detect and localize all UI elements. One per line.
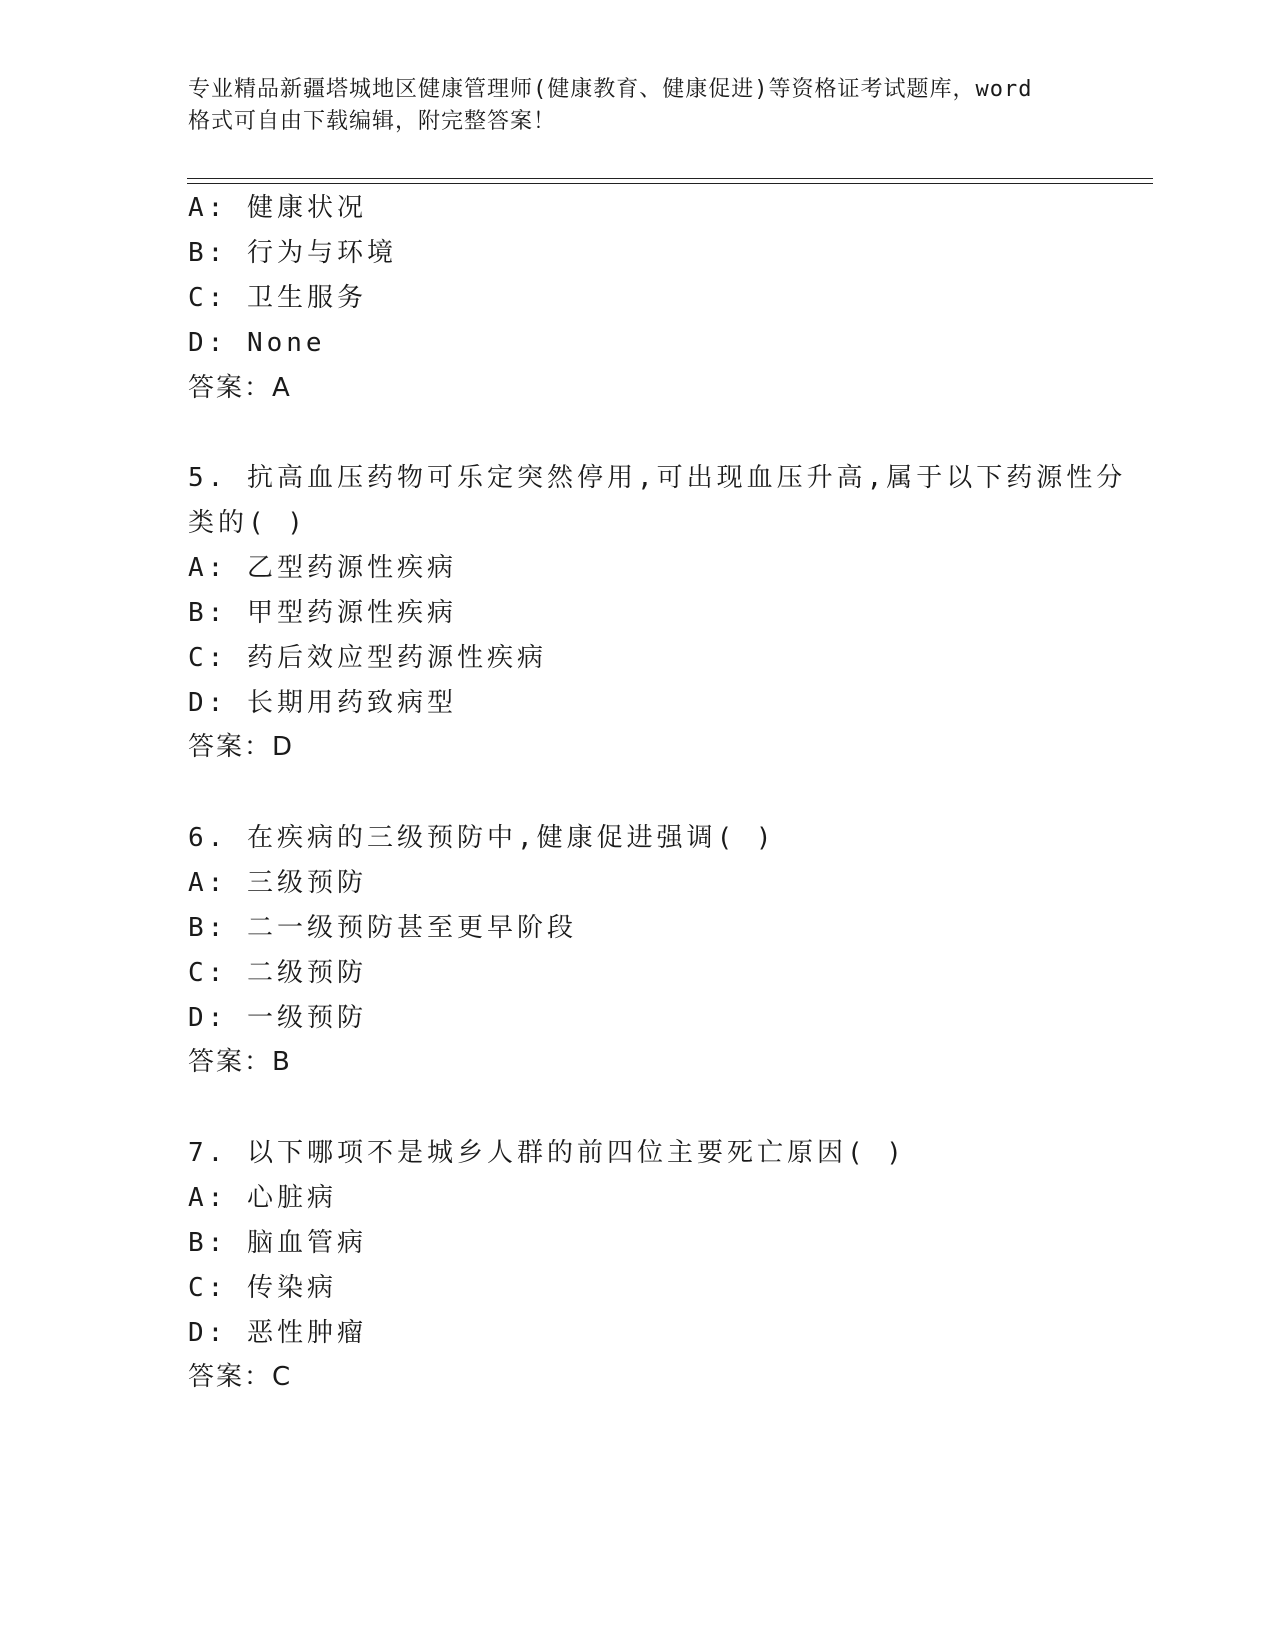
q4-option-d: D: None	[188, 328, 326, 358]
q4-option-a: A: 健康状况	[188, 193, 367, 223]
q5-stem-line-2: 类的( )	[188, 508, 307, 538]
q7-option-b: B: 脑血管病	[188, 1228, 367, 1258]
q7-option-a: A: 心脏病	[188, 1183, 337, 1213]
q6-option-a: A: 三级预防	[188, 868, 367, 898]
q6-option-c: C: 二级预防	[188, 958, 367, 988]
q4-answer: 答案：A	[188, 373, 292, 403]
q6-option-b: B: 二一级预防甚至更早阶段	[188, 913, 577, 943]
q5-answer: 答案：D	[188, 732, 295, 762]
q5-stem-line-1: 5. 抗高血压药物可乐定突然停用,可出现血压升高,属于以下药源性分	[188, 463, 1127, 493]
q5-option-b: B: 甲型药源性疾病	[188, 598, 457, 628]
q5-option-d: D: 长期用药致病型	[188, 688, 457, 718]
q7-answer: 答案：C	[188, 1362, 293, 1392]
q6-stem-line-1: 6. 在疾病的三级预防中,健康促进强调( )	[188, 823, 776, 853]
header-rule-bottom	[187, 183, 1153, 184]
document-header	[188, 74, 1088, 138]
q5-option-a: A: 乙型药源性疾病	[188, 553, 457, 583]
q4-option-b: B: 行为与环境	[188, 238, 397, 268]
q6-option-d: D: 一级预防	[188, 1003, 367, 1033]
q4-option-c: C: 卫生服务	[188, 283, 367, 313]
q7-option-c: C: 传染病	[188, 1273, 337, 1303]
q6-answer: 答案：B	[188, 1047, 292, 1077]
q7-option-d: D: 恶性肿瘤	[188, 1318, 367, 1348]
header-line-1: 专业精品新疆塔城地区健康管理师(健康教育、健康促进)等资格证考试题库，word	[188, 77, 1033, 102]
header-line-2: 格式可自由下载编辑，附完整答案！	[188, 109, 557, 134]
q5-option-c: C: 药后效应型药源性疾病	[188, 643, 547, 673]
header-rule-top	[187, 178, 1153, 179]
q7-stem-line-1: 7. 以下哪项不是城乡人群的前四位主要死亡原因( )	[188, 1138, 906, 1168]
